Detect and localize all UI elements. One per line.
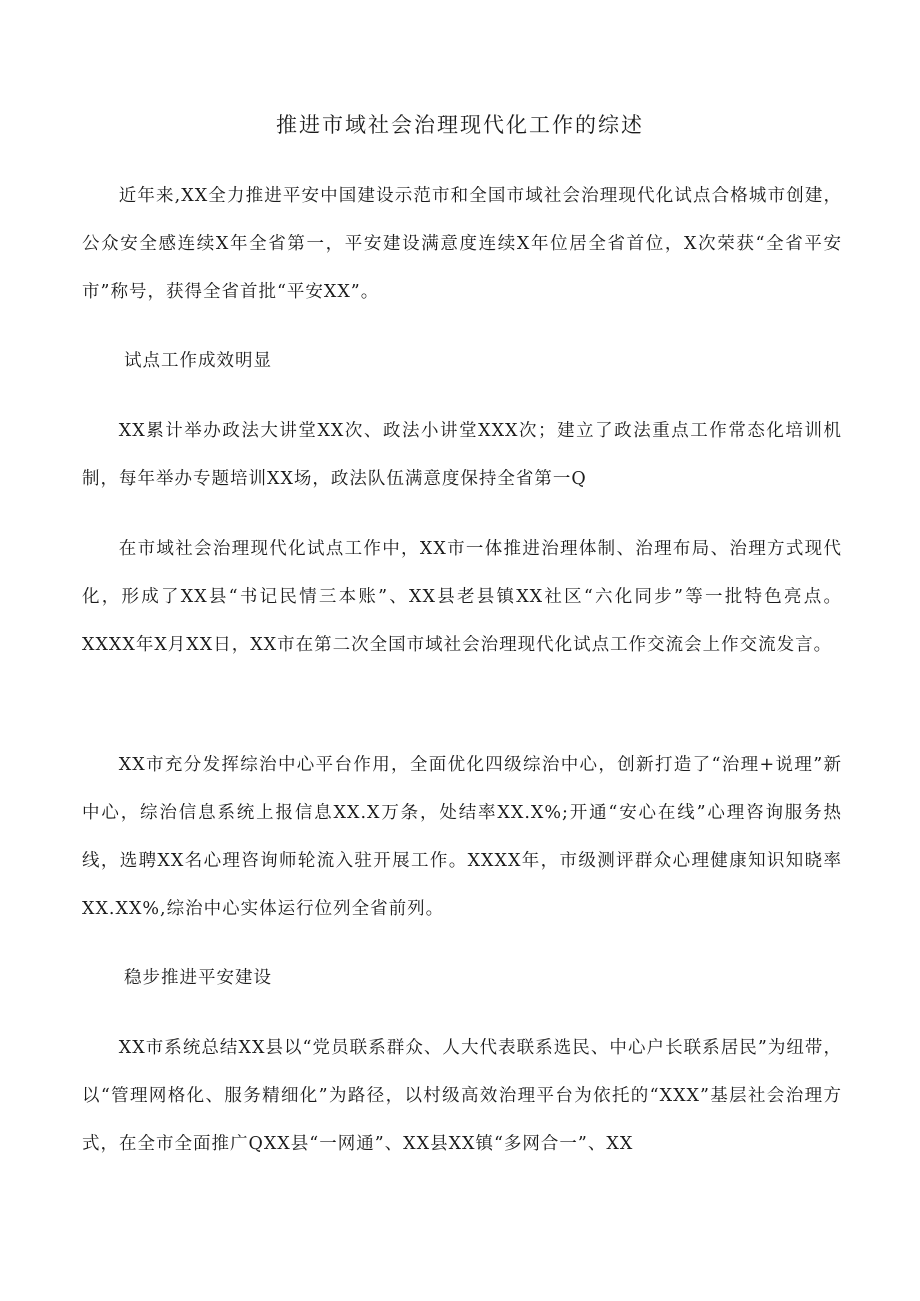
- section-heading-safety: 稳步推进平安建设: [124, 968, 272, 988]
- paragraph-pilot-work: 在市域社会治理现代化试点工作中，XX市一体推进治理体制、治理布局、治理方式现代化，形成了XX县“书记民情三本账”、XX县老县镇XX社区“六化同步”等一批特色亮点。XXXX年X月XX日，XX市在第二次全国市域社会治理现代化试点工作交流会上作交流发言。: [82, 539, 842, 655]
- section-heading-pilot: 试点工作成效明显: [124, 351, 272, 371]
- document-title: 推进市域社会治理现代化工作的综述: [276, 113, 644, 137]
- paragraph-grassroots: XX市系统总结XX县以“党员联系群众、人大代表联系选民、中心户长联系居民”为纽带，以“管理网格化、服务精细化”为路径，以村级高效治理平台为依托的“XXX”基层社会治理方式，在全市全面推广QXX县“一网通”、XX县XX镇“多网合一”、XX: [82, 1038, 842, 1154]
- paragraph-training: XX累计举办政法大讲堂XX次、政法小讲堂XXX次；建立了政法重点工作常态化培训机制，每年举办专题培训XX场，政法队伍满意度保持全省第一Q: [82, 421, 842, 489]
- paragraph-center-platform: XX市充分发挥综治中心平台作用，全面优化四级综治中心，创新打造了“治理+说理”新中心，综治信息系统上报信息XX.X万条，处结率XX.X%;开通“安心在线”心理咨询服务热线，选聘XX名心理咨询师轮流入驻开展工作。XXXX年，市级测评群众心理健康知识知晓率XX.XX%,综治中心实体运行位列全省前列。: [82, 755, 842, 919]
- paragraph-intro: 近年来,XX全力推进平安中国建设示范市和全国市域社会治理现代化试点合格城市创建，公众安全感连续X年全省第一，平安建设满意度连续X年位居全省首位，X次荣获“全省平安市”称号，获得全省首批“平安XX”。: [82, 186, 842, 302]
